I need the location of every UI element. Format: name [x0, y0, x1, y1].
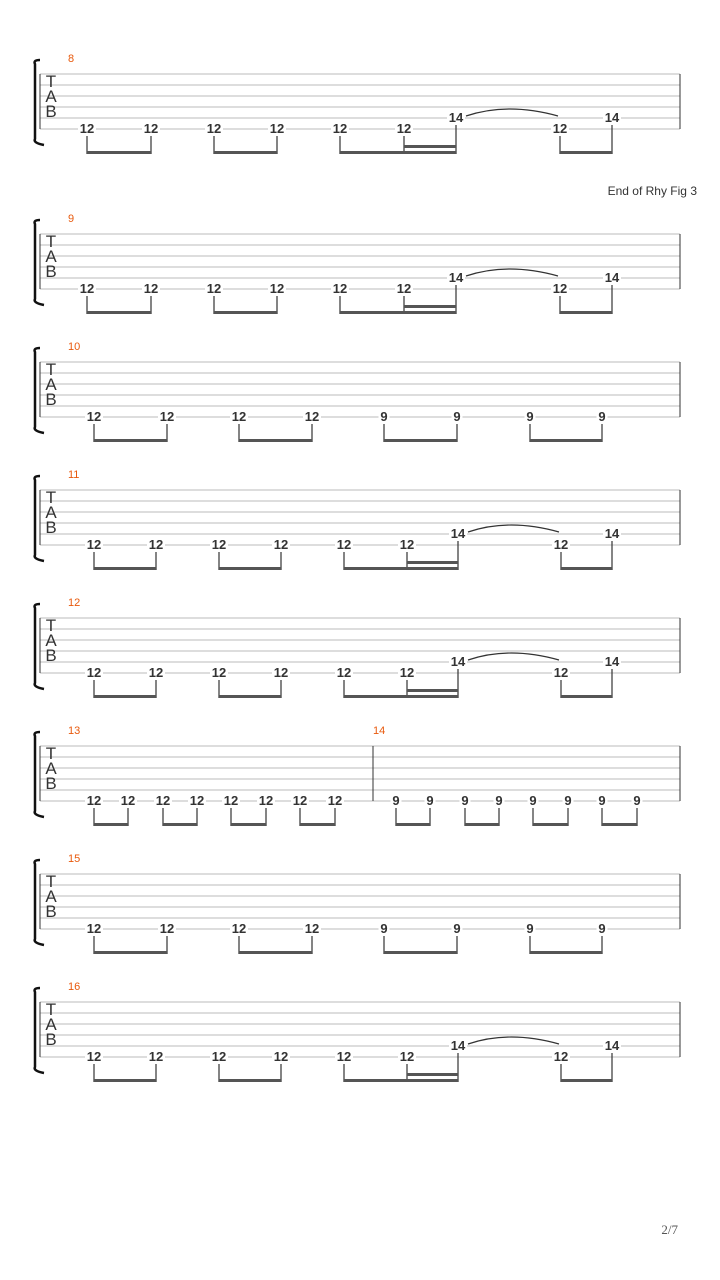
beam	[560, 311, 612, 314]
beam	[163, 823, 197, 826]
system-bracket	[35, 348, 44, 433]
fret-number: 12	[273, 537, 289, 552]
fret-number: 14	[604, 1038, 620, 1053]
beam	[239, 439, 312, 442]
fret-number: 12	[269, 121, 285, 136]
beam	[94, 567, 156, 570]
beam	[94, 1079, 156, 1082]
measure-number: 13	[68, 725, 81, 737]
fret-number: 12	[231, 921, 247, 936]
fret-number: 12	[148, 665, 164, 680]
measure-number: 10	[68, 341, 81, 353]
fret-number: 12	[304, 409, 320, 424]
measure-number: 8	[68, 53, 75, 65]
fret-number: 12	[399, 537, 415, 552]
page-number: 2/7	[661, 1222, 678, 1237]
fret-number: 9	[495, 793, 503, 808]
beam	[560, 151, 612, 154]
fret-number: 12	[273, 1049, 289, 1064]
beam	[407, 561, 458, 564]
fret-number: 12	[223, 793, 239, 808]
fret-number: 12	[155, 793, 171, 808]
fret-number: 12	[553, 665, 569, 680]
fret-number: 12	[336, 665, 352, 680]
beam	[404, 145, 456, 148]
fret-number: 14	[450, 526, 466, 541]
beam	[340, 311, 456, 314]
fret-number: 12	[327, 793, 343, 808]
fret-number: 12	[86, 921, 102, 936]
beam	[407, 689, 458, 692]
fret-number: 12	[86, 793, 102, 808]
fret-number: 12	[211, 1049, 227, 1064]
beam	[340, 151, 456, 154]
tie-arc	[466, 109, 558, 116]
beam	[344, 695, 458, 698]
beam	[602, 823, 637, 826]
tab-clef-letter: T	[45, 360, 57, 379]
beam	[533, 823, 568, 826]
fret-number: 12	[159, 409, 175, 424]
fret-number: 12	[148, 537, 164, 552]
fret-number: 12	[292, 793, 308, 808]
tab-clef-letter: B	[45, 902, 57, 921]
tab-clef-letter: A	[45, 631, 57, 650]
tab-clef-letter: T	[45, 232, 57, 251]
tab-clef-letter: A	[45, 503, 57, 522]
fret-number: 9	[461, 793, 469, 808]
fret-number: 14	[450, 1038, 466, 1053]
tie-arc	[468, 1037, 559, 1044]
fret-number: 12	[336, 537, 352, 552]
fret-number: 12	[399, 665, 415, 680]
beam	[219, 1079, 281, 1082]
tab-clef-letter: B	[45, 774, 57, 793]
tab-clef-letter: A	[45, 759, 57, 778]
beam	[384, 439, 457, 442]
beam	[219, 567, 281, 570]
beam	[561, 695, 612, 698]
fret-number: 12	[273, 665, 289, 680]
beam	[239, 951, 312, 954]
fret-number: 12	[332, 121, 348, 136]
beam	[300, 823, 335, 826]
fret-number: 14	[604, 526, 620, 541]
fret-number: 14	[450, 654, 466, 669]
tab-clef-letter: T	[45, 616, 57, 635]
tab-clef-letter: B	[45, 262, 57, 281]
beam	[219, 695, 281, 698]
fret-number: 9	[380, 409, 388, 424]
fret-number: 9	[453, 921, 461, 936]
beam	[94, 951, 167, 954]
beam	[94, 695, 156, 698]
measure-number: 15	[68, 853, 81, 865]
beam	[530, 439, 602, 442]
beam	[561, 567, 612, 570]
beam	[465, 823, 499, 826]
fret-number: 14	[604, 654, 620, 669]
fret-number: 12	[396, 281, 412, 296]
measure-number: 16	[68, 981, 81, 993]
measure-number: 14	[373, 725, 386, 737]
fret-number: 12	[211, 537, 227, 552]
fret-number: 9	[380, 921, 388, 936]
fret-number: 9	[529, 793, 537, 808]
fret-number: 9	[392, 793, 400, 808]
system-bracket	[35, 476, 44, 561]
fret-number: 12	[336, 1049, 352, 1064]
fret-number: 12	[86, 537, 102, 552]
tab-clef-letter: T	[45, 1000, 57, 1019]
fret-number: 14	[604, 110, 620, 125]
tab-clef-letter: B	[45, 1030, 57, 1049]
tab-clef-letter: A	[45, 887, 57, 906]
fret-number: 9	[453, 409, 461, 424]
beam	[231, 823, 266, 826]
fret-number: 12	[553, 537, 569, 552]
beam	[396, 823, 430, 826]
system-bracket	[35, 860, 44, 945]
tab-clef-letter: T	[45, 872, 57, 891]
tab-clef-letter: B	[45, 518, 57, 537]
fret-number: 12	[120, 793, 136, 808]
tab-clef-letter: B	[45, 390, 57, 409]
tab-clef-letter: T	[45, 72, 57, 91]
fret-number: 12	[258, 793, 274, 808]
tab-clef-letter: T	[45, 744, 57, 763]
fret-number: 14	[448, 270, 464, 285]
tab-clef-letter: T	[45, 488, 57, 507]
beam	[94, 823, 128, 826]
fret-number: 12	[86, 409, 102, 424]
beam	[344, 1079, 458, 1082]
fret-number: 9	[526, 921, 534, 936]
fret-number: 12	[143, 121, 159, 136]
fret-number: 12	[304, 921, 320, 936]
fret-number: 12	[211, 665, 227, 680]
beam	[344, 567, 458, 570]
fret-number: 14	[604, 270, 620, 285]
beam	[561, 1079, 612, 1082]
beam	[214, 151, 277, 154]
fret-number: 9	[564, 793, 572, 808]
system-bracket	[35, 220, 44, 305]
fret-number: 9	[598, 921, 606, 936]
beam	[530, 951, 602, 954]
fret-number: 9	[633, 793, 641, 808]
system-bracket	[35, 988, 44, 1073]
fret-number: 12	[552, 121, 568, 136]
system-bracket	[35, 60, 44, 145]
tab-clef-letter: A	[45, 1015, 57, 1034]
system-bracket	[35, 732, 44, 817]
fret-number: 12	[399, 1049, 415, 1064]
fret-number: 12	[206, 281, 222, 296]
fret-number: 9	[526, 409, 534, 424]
fret-number: 9	[598, 409, 606, 424]
tab-clef-letter: A	[45, 375, 57, 394]
fret-number: 9	[598, 793, 606, 808]
fret-number: 12	[231, 409, 247, 424]
beam	[407, 1073, 458, 1076]
beam	[384, 951, 457, 954]
tab-clef-letter: A	[45, 247, 57, 266]
tab-clef-letter: B	[45, 646, 57, 665]
fret-number: 9	[426, 793, 434, 808]
fret-number: 12	[143, 281, 159, 296]
system-bracket	[35, 604, 44, 689]
tie-arc	[468, 653, 559, 660]
fret-number: 12	[86, 665, 102, 680]
fret-number: 12	[332, 281, 348, 296]
fret-number: 12	[396, 121, 412, 136]
fret-number: 12	[552, 281, 568, 296]
fret-number: 12	[79, 121, 95, 136]
fret-number: 12	[269, 281, 285, 296]
beam	[214, 311, 277, 314]
tie-arc	[468, 525, 559, 532]
beam	[87, 151, 151, 154]
fret-number: 12	[553, 1049, 569, 1064]
fret-number: 12	[86, 1049, 102, 1064]
rhythm-figure-annotation: End of Rhy Fig 3	[607, 184, 697, 198]
fret-number: 12	[189, 793, 205, 808]
fret-number: 12	[79, 281, 95, 296]
measure-number: 11	[68, 469, 80, 481]
tie-arc	[466, 269, 558, 276]
beam	[87, 311, 151, 314]
fret-number: 12	[206, 121, 222, 136]
beam	[94, 439, 167, 442]
measure-number: 9	[68, 213, 75, 225]
tab-clef-letter: A	[45, 87, 57, 106]
fret-number: 14	[448, 110, 464, 125]
beam	[404, 305, 456, 308]
fret-number: 12	[159, 921, 175, 936]
fret-number: 12	[148, 1049, 164, 1064]
tab-clef-letter: B	[45, 102, 57, 121]
measure-number: 12	[68, 597, 81, 609]
